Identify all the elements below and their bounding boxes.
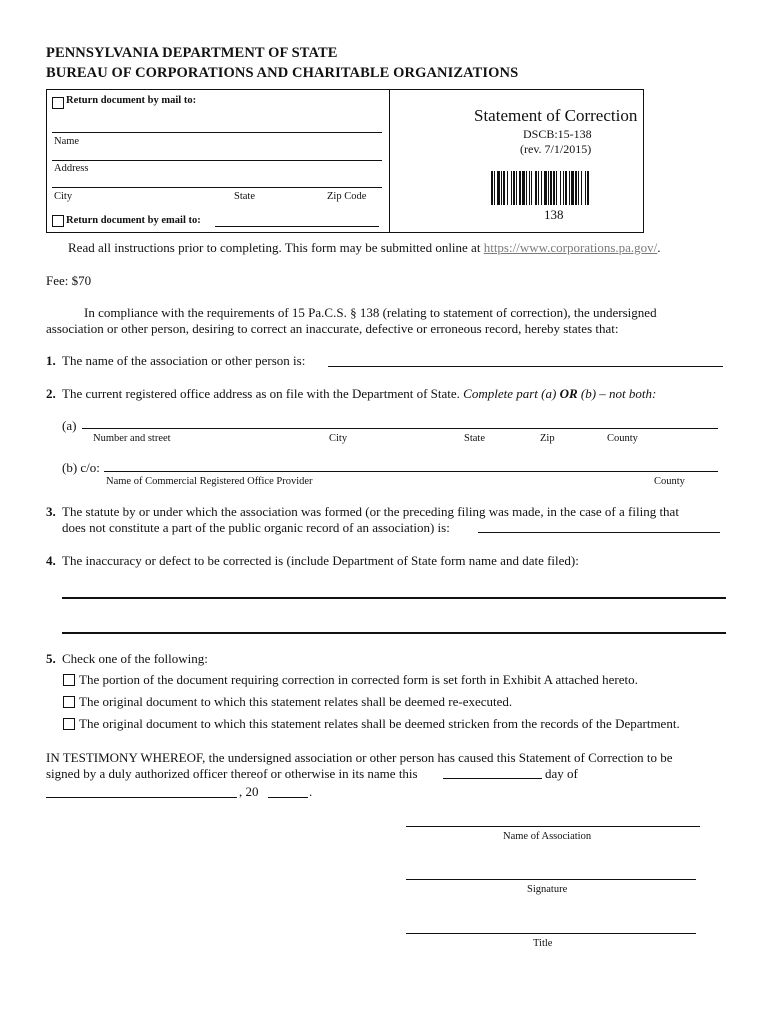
city-label: City (54, 191, 73, 202)
month-field[interactable] (46, 797, 237, 798)
item2-text (62, 386, 656, 402)
address-field[interactable] (52, 160, 382, 161)
option-stricken-label: The original document to which this statement relates shall be deemed stricken from the records of the Department. (79, 716, 680, 731)
compliance-line2: association or other person, desiring to correct an inaccurate, defective or erroneous record, hereby states that: (46, 321, 619, 336)
item1-text: The name of the association or other person is: (62, 353, 306, 368)
item2-italic-b: (b) – not both: (577, 386, 657, 401)
barcode-bar (538, 171, 539, 205)
association-signature-field[interactable] (406, 826, 700, 827)
barcode-bar (491, 171, 493, 205)
provider-label: Name of Commercial Registered Office Provider (106, 476, 313, 487)
name-field[interactable] (52, 132, 382, 133)
item4-text: The inaccuracy or defect to be corrected is (include Department of State form name and date filed): (62, 553, 579, 568)
association-name-field[interactable] (328, 366, 723, 367)
commercial-provider-field[interactable] (104, 471, 718, 472)
barcode-bar (581, 171, 582, 205)
return-address-box (46, 89, 390, 233)
barcode-bar (507, 171, 508, 205)
fee: Fee: $70 (46, 273, 92, 288)
testimony-line2a: signed by a duly authorized officer thereof or otherwise in its name this (46, 766, 418, 781)
form-revision: (rev. 7/1/2015) (520, 142, 592, 156)
inaccuracy-field-1[interactable] (62, 597, 726, 599)
barcode-bar (585, 171, 586, 205)
item1-number: 1. (46, 353, 56, 368)
form-code: DSCB:15-138 (523, 127, 592, 141)
mail-return-label: Return document by mail to: (66, 95, 197, 106)
barcode-bar (578, 171, 579, 205)
part-b-label: (b) c/o: (62, 460, 100, 475)
item2-number: 2. (46, 386, 56, 401)
signature-label: Signature (527, 884, 568, 895)
county-col-label: County (607, 433, 638, 444)
option-reexecuted-label: The original document to which this statement relates shall be deemed re-executed. (79, 694, 513, 709)
barcode-bar (522, 171, 525, 205)
compliance-line1: In compliance with the requirements of 15 Pa.C.S. § 138 (relating to statement of correction), the undersigned (84, 305, 657, 320)
item4-number: 4. (46, 553, 56, 568)
form-title: Statement of Correction (474, 106, 638, 125)
state-col-label: State (464, 433, 485, 444)
city-state-zip-field[interactable] (52, 187, 382, 188)
barcode-bar (553, 171, 555, 205)
item2-main-text: The current registered office address as on file with the Department of State. (62, 386, 464, 401)
barcode-image (491, 171, 625, 205)
testimony-day-of: day of (545, 766, 578, 781)
barcode-bar (535, 171, 537, 205)
barcode-bar (526, 171, 527, 205)
city-col-label: City (329, 433, 348, 444)
barcode-bar (529, 171, 530, 205)
website-link[interactable]: https://www.corporations.pa.gov/ (483, 240, 658, 255)
mail-return-checkbox[interactable] (52, 97, 64, 109)
instructions-text: Read all instructions prior to completing. This form may be submitted online at (68, 240, 484, 255)
barcode-bar (560, 171, 561, 205)
email-field[interactable] (215, 226, 379, 227)
item2-italic-a: Complete part (a) (463, 386, 560, 401)
barcode-number: 138 (544, 207, 564, 222)
barcode-bar (571, 171, 574, 205)
instructions (68, 240, 661, 256)
barcode-bar (516, 171, 517, 205)
option-reexecuted-checkbox[interactable] (63, 696, 75, 708)
item5-text: Check one of the following: (62, 651, 208, 666)
email-return-label: Return document by email to: (66, 215, 201, 226)
barcode-bar (519, 171, 521, 205)
signature-field[interactable] (406, 879, 696, 880)
barcode-bar (550, 171, 552, 205)
item5-number: 5. (46, 651, 56, 666)
instructions-period: . (657, 240, 661, 255)
testimony-year-prefix: , 20 (239, 784, 259, 799)
barcode-bar (556, 171, 557, 205)
email-return-checkbox[interactable] (52, 215, 64, 227)
barcode-bar (501, 171, 502, 205)
barcode-bar (497, 171, 500, 205)
zip-label: Zip Code (327, 191, 367, 202)
barcode-bar (503, 171, 505, 205)
item3-line1: The statute by or under which the association was formed (or the preceding filing was made, in the case of a filing that (62, 504, 679, 519)
option-exhibit-checkbox[interactable] (63, 674, 75, 686)
dept-title: PENNSYLVANIA DEPARTMENT OF STATE (46, 45, 338, 61)
bureau-title: BUREAU OF CORPORATIONS AND CHARITABLE ORGANIZATIONS (46, 65, 519, 81)
barcode-bar (494, 171, 495, 205)
address-label: Address (54, 163, 89, 174)
barcode-bar (569, 171, 570, 205)
state-label: State (234, 191, 255, 202)
title-field[interactable] (406, 933, 696, 934)
barcode-bar (575, 171, 577, 205)
registered-address-field[interactable] (82, 428, 718, 429)
item3-number: 3. (46, 504, 56, 519)
number-street-label: Number and street (93, 433, 171, 444)
statute-field[interactable] (478, 532, 720, 533)
barcode-bar (565, 171, 567, 205)
day-field[interactable] (443, 778, 542, 779)
part-a-label: (a) (62, 418, 77, 433)
title-label: Title (533, 938, 553, 949)
barcode-bar (544, 171, 547, 205)
name-label: Name (54, 136, 80, 147)
barcode-bar (511, 171, 512, 205)
testimony-line1: IN TESTIMONY WHEREOF, the undersigned association or other person has caused this Statement of Correction to be (46, 750, 673, 765)
item2-or: OR (559, 386, 578, 401)
zip-col-label: Zip (540, 433, 555, 444)
item3-line2: does not constitute a part of the public organic record of an association) is: (62, 520, 450, 535)
barcode-bar (548, 171, 549, 205)
testimony-period: . (309, 784, 313, 799)
barcode-bar (513, 171, 515, 205)
association-label: Name of Association (503, 831, 592, 842)
barcode-bar (531, 171, 532, 205)
option-exhibit-label: The portion of the document requiring correction in corrected form is set forth in Exhibit A attached hereto. (79, 672, 638, 687)
barcode-bar (563, 171, 564, 205)
year-field[interactable] (268, 797, 308, 798)
option-stricken-checkbox[interactable] (63, 718, 75, 730)
inaccuracy-field-2[interactable] (62, 632, 726, 634)
barcode-bar (541, 171, 542, 205)
barcode-bar (587, 171, 589, 205)
county-b-label: County (654, 476, 685, 487)
